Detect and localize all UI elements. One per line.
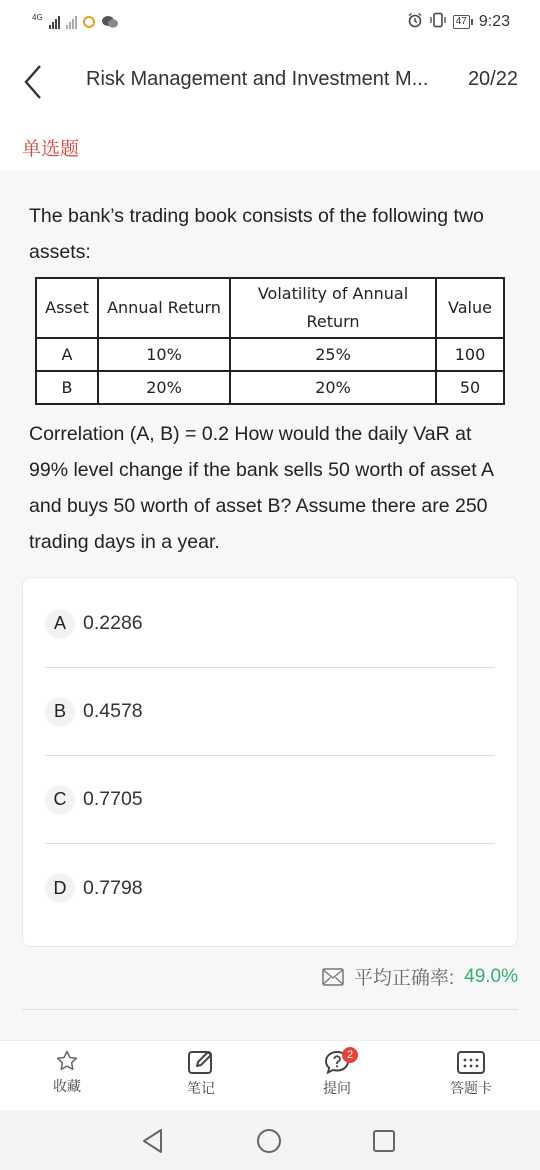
tab-label: 收藏 <box>53 1079 81 1095</box>
option-value: 0.2286 <box>83 612 143 634</box>
table-cell: A <box>36 338 98 371</box>
option-c[interactable] <box>45 756 495 844</box>
question-intro: The bank’s trading book consists of the following two assets: <box>29 205 484 263</box>
option-b[interactable] <box>45 668 495 756</box>
tab-notes[interactable] <box>156 1049 246 1098</box>
accuracy-row <box>0 955 540 1001</box>
tab-label: 提问 <box>323 1081 351 1097</box>
accuracy-label: 平均正确率: <box>353 968 455 989</box>
tab-favorite[interactable] <box>22 1049 112 1096</box>
table-cell: B <box>36 371 98 404</box>
circle-home-icon <box>256 1128 282 1154</box>
table-header-cell: Asset <box>36 278 98 338</box>
tab-label: 笔记 <box>187 1081 215 1097</box>
table-cell: 20% <box>98 371 230 404</box>
option-letter: C <box>45 785 75 815</box>
table-header-cell: Volatility of Annual Return <box>230 278 436 338</box>
option-letter: B <box>45 697 75 727</box>
nav-bar <box>0 44 540 124</box>
network-type: 4G <box>32 13 43 22</box>
triangle-back-icon <box>141 1128 165 1154</box>
tab-ask[interactable] <box>292 1049 382 1098</box>
table-row <box>36 338 504 371</box>
tab-answer-card[interactable] <box>426 1049 516 1098</box>
option-d[interactable] <box>45 844 495 932</box>
square-recents-icon <box>372 1129 396 1153</box>
question-type-label: 单选题 <box>22 139 80 160</box>
system-back-button[interactable] <box>138 1126 168 1156</box>
table-cell: 20% <box>230 371 436 404</box>
system-nav-bar <box>0 1110 540 1170</box>
question-progress: 20/22 <box>467 68 518 90</box>
table-cell: 10% <box>98 338 230 371</box>
option-letter: D <box>45 873 75 903</box>
table-header-cell: Annual Return <box>98 278 230 338</box>
table-header-row <box>36 278 504 338</box>
bottom-tab-bar <box>0 1040 540 1110</box>
answer-card-icon <box>456 1049 486 1075</box>
battery-level: 47 <box>453 15 470 29</box>
edit-note-icon <box>187 1049 215 1075</box>
option-a[interactable] <box>45 580 495 668</box>
clock-time: 9:23 <box>478 13 510 30</box>
mail-icon <box>322 968 344 986</box>
signal-icon <box>49 15 60 29</box>
table-row <box>36 371 504 404</box>
status-right <box>407 12 510 33</box>
status-left <box>32 15 119 29</box>
option-value: 0.4578 <box>83 700 143 722</box>
table-header-cell: Value <box>436 278 504 338</box>
status-bar <box>0 0 540 44</box>
vibrate-icon <box>429 12 447 33</box>
asset-table <box>35 277 505 405</box>
accuracy-value: 49.0% <box>464 965 518 987</box>
question-area <box>0 170 540 570</box>
system-recents-button[interactable] <box>369 1126 399 1156</box>
alarm-icon <box>407 12 423 33</box>
question-type-row <box>0 124 540 170</box>
back-button[interactable] <box>18 62 48 102</box>
options-card <box>22 577 518 947</box>
notification-badge: 2 <box>342 1047 358 1063</box>
page-title: Risk Management and Investment M... <box>86 68 429 90</box>
accuracy-stat <box>322 963 518 990</box>
star-icon <box>55 1049 79 1073</box>
system-home-button[interactable] <box>254 1126 284 1156</box>
table-cell: 100 <box>436 338 504 371</box>
app-notification-icon <box>83 16 95 28</box>
signal-secondary-icon <box>66 15 77 29</box>
question-body: Correlation (A, B) = 0.2 How would the daily VaR at 99% level change if the bank sells 50 worth of asset A and buys 50 worth of asset B? Assume there are 250 trading days in a year. <box>29 423 493 553</box>
battery-icon <box>453 15 473 29</box>
option-letter: A <box>45 609 75 639</box>
option-value: 0.7705 <box>83 788 143 810</box>
chevron-left-icon <box>23 64 43 100</box>
tab-label: 答题卡 <box>450 1081 492 1097</box>
table-cell: 50 <box>436 371 504 404</box>
wechat-icon <box>101 15 119 29</box>
option-value: 0.7798 <box>83 876 143 899</box>
table-cell: 25% <box>230 338 436 371</box>
divider <box>22 1009 518 1010</box>
